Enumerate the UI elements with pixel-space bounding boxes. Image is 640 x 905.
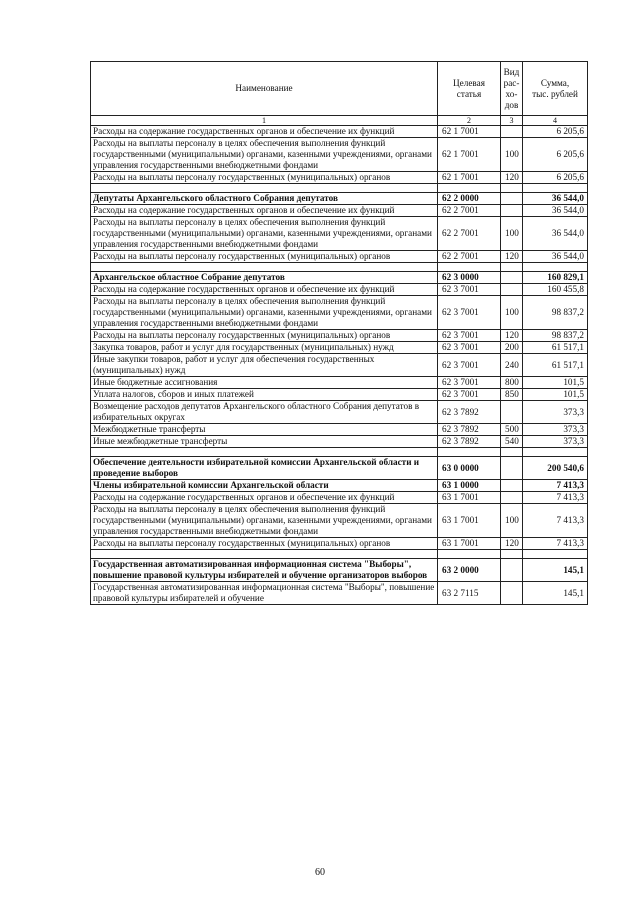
empty-cell xyxy=(438,184,501,193)
table-row xyxy=(91,401,588,424)
sum-cell: 373,3 xyxy=(523,424,588,436)
target-article-cell: 62 3 7892 xyxy=(438,401,501,424)
name-cell: Расходы на содержание государственных органов и обеспечение их функций xyxy=(91,126,438,138)
target-article-cell: 62 2 7001 xyxy=(438,251,501,263)
name-cell: Расходы на выплаты персоналу в целях обеспечения выполнения функций государственными (муниципальными) органами, казенными учреждениями, органами управления государственными внебюджетными фондами xyxy=(91,504,438,538)
target-article-cell: 62 1 7001 xyxy=(438,138,501,172)
target-article-cell: 63 1 7001 xyxy=(438,538,501,550)
expense-kind-cell xyxy=(501,492,523,504)
empty-cell xyxy=(438,448,501,457)
sum-cell: 200 540,6 xyxy=(523,457,588,480)
empty-cell xyxy=(438,550,501,559)
name-cell: Расходы на выплаты персоналу в целях обеспечения выполнения функций государственными (муниципальными) органами, казенными учреждениями, органами управления государственными внебюджетными фондами xyxy=(91,138,438,172)
table-row xyxy=(91,377,588,389)
target-article-cell: 62 3 7001 xyxy=(438,330,501,342)
sum-cell: 98 837,2 xyxy=(523,330,588,342)
sum-cell: 36 544,0 xyxy=(523,251,588,263)
empty-cell xyxy=(523,184,588,193)
name-cell: Расходы на выплаты персоналу государственных (муниципальных) органов xyxy=(91,538,438,550)
sum-cell: 36 544,0 xyxy=(523,217,588,251)
table-body xyxy=(91,126,588,605)
expense-kind-cell: 850 xyxy=(501,389,523,401)
spacer-row xyxy=(91,550,588,559)
name-cell: Обеспечение деятельности избирательной комиссии Архангельской области и проведение выборов xyxy=(91,457,438,480)
column-numbering-row xyxy=(91,116,588,126)
expense-kind-cell: 120 xyxy=(501,172,523,184)
section-row xyxy=(91,272,588,284)
section-row xyxy=(91,559,588,582)
name-cell: Иные бюджетные ассигнования xyxy=(91,377,438,389)
header-sum: Сумма, тыс. рублей xyxy=(523,62,588,116)
target-article-cell: 62 3 7892 xyxy=(438,424,501,436)
column-number: 3 xyxy=(501,116,523,126)
table-row xyxy=(91,504,588,538)
table-row xyxy=(91,138,588,172)
empty-cell xyxy=(523,448,588,457)
name-cell: Иные межбюджетные трансферты xyxy=(91,436,438,448)
expense-kind-cell: 500 xyxy=(501,424,523,436)
name-cell: Архангельское областное Собрание депутатов xyxy=(91,272,438,284)
target-article-cell: 63 1 7001 xyxy=(438,492,501,504)
section-row xyxy=(91,457,588,480)
table-row xyxy=(91,330,588,342)
expense-kind-cell: 800 xyxy=(501,377,523,389)
name-cell: Расходы на содержание государственных органов и обеспечение их функций xyxy=(91,492,438,504)
target-article-cell: 62 3 7001 xyxy=(438,296,501,330)
sum-cell: 373,3 xyxy=(523,436,588,448)
name-cell: Члены избирательной комиссии Архангельской области xyxy=(91,480,438,492)
empty-cell xyxy=(501,448,523,457)
table-row xyxy=(91,251,588,263)
target-article-cell: 62 3 7001 xyxy=(438,342,501,354)
expense-kind-cell xyxy=(501,457,523,480)
expense-kind-cell xyxy=(501,193,523,205)
name-cell: Расходы на выплаты персоналу государственных (муниципальных) органов xyxy=(91,251,438,263)
table-row xyxy=(91,538,588,550)
name-cell: Расходы на выплаты персоналу государственных (муниципальных) органов xyxy=(91,330,438,342)
sum-cell: 6 205,6 xyxy=(523,172,588,184)
empty-cell xyxy=(91,184,438,193)
sum-cell: 6 205,6 xyxy=(523,138,588,172)
name-cell: Уплата налогов, сборов и иных платежей xyxy=(91,389,438,401)
expense-kind-cell xyxy=(501,582,523,605)
target-article-cell: 62 1 7001 xyxy=(438,126,501,138)
sum-cell: 36 544,0 xyxy=(523,193,588,205)
section-row xyxy=(91,480,588,492)
sum-cell: 101,5 xyxy=(523,377,588,389)
budget-table-container xyxy=(90,61,587,605)
empty-cell xyxy=(438,263,501,272)
sum-cell: 145,1 xyxy=(523,559,588,582)
expense-kind-cell: 240 xyxy=(501,354,523,377)
target-article-cell: 62 2 0000 xyxy=(438,193,501,205)
name-cell: Расходы на содержание государственных органов и обеспечение их функций xyxy=(91,205,438,217)
empty-cell xyxy=(501,263,523,272)
column-number: 2 xyxy=(438,116,501,126)
section-row xyxy=(91,193,588,205)
empty-cell xyxy=(91,448,438,457)
empty-cell xyxy=(523,263,588,272)
name-cell: Государственная автоматизированная информационная система "Выборы", повышение правовой культуры избирателей и обучение xyxy=(91,582,438,605)
sum-cell: 36 544,0 xyxy=(523,205,588,217)
table-row xyxy=(91,436,588,448)
target-article-cell: 63 1 0000 xyxy=(438,480,501,492)
sum-cell: 7 413,3 xyxy=(523,504,588,538)
header-target-article: Целевая статья xyxy=(438,62,501,116)
sum-cell: 160 455,8 xyxy=(523,284,588,296)
budget-table xyxy=(90,61,588,605)
expense-kind-cell xyxy=(501,126,523,138)
expense-kind-cell: 100 xyxy=(501,504,523,538)
table-row xyxy=(91,296,588,330)
empty-cell xyxy=(523,550,588,559)
name-cell: Депутаты Архангельского областного Собрания депутатов xyxy=(91,193,438,205)
expense-kind-cell xyxy=(501,401,523,424)
table-row xyxy=(91,582,588,605)
expense-kind-cell: 200 xyxy=(501,342,523,354)
sum-cell: 98 837,2 xyxy=(523,296,588,330)
target-article-cell: 62 3 7892 xyxy=(438,436,501,448)
name-cell: Расходы на выплаты персоналу в целях обеспечения выполнения функций государственными (муниципальными) органами, казенными учреждениями, органами управления государственными внебюджетными фондами xyxy=(91,217,438,251)
sum-cell: 6 205,6 xyxy=(523,126,588,138)
target-article-cell: 62 3 0000 xyxy=(438,272,501,284)
sum-cell: 61 517,1 xyxy=(523,354,588,377)
name-cell: Расходы на выплаты персоналу государственных (муниципальных) органов xyxy=(91,172,438,184)
sum-cell: 145,1 xyxy=(523,582,588,605)
name-cell: Расходы на выплаты персоналу в целях обеспечения выполнения функций государственными (муниципальными) органами, казенными учреждениями, органами управления государственными внебюджетными фондами xyxy=(91,296,438,330)
name-cell: Межбюджетные трансферты xyxy=(91,424,438,436)
table-header xyxy=(91,62,588,126)
target-article-cell: 62 2 7001 xyxy=(438,217,501,251)
empty-cell xyxy=(501,184,523,193)
table-row xyxy=(91,424,588,436)
table-row xyxy=(91,354,588,377)
expense-kind-cell: 100 xyxy=(501,296,523,330)
page-number: 60 xyxy=(315,867,325,878)
expense-kind-cell xyxy=(501,480,523,492)
column-number: 1 xyxy=(91,116,438,126)
sum-cell: 7 413,3 xyxy=(523,492,588,504)
empty-cell xyxy=(501,550,523,559)
spacer-row xyxy=(91,184,588,193)
header-name: Наименование xyxy=(91,62,438,116)
target-article-cell: 62 2 7001 xyxy=(438,205,501,217)
target-article-cell: 63 1 7001 xyxy=(438,504,501,538)
sum-cell: 101,5 xyxy=(523,389,588,401)
table-row xyxy=(91,205,588,217)
expense-kind-cell: 100 xyxy=(501,217,523,251)
expense-kind-cell xyxy=(501,205,523,217)
expense-kind-cell: 100 xyxy=(501,138,523,172)
sum-cell: 61 517,1 xyxy=(523,342,588,354)
empty-cell xyxy=(91,263,438,272)
sum-cell: 373,3 xyxy=(523,401,588,424)
expense-kind-cell xyxy=(501,559,523,582)
target-article-cell: 63 2 7115 xyxy=(438,582,501,605)
target-article-cell: 62 3 7001 xyxy=(438,377,501,389)
name-cell: Иные закупки товаров, работ и услуг для обеспечения государственных (муниципальных) нужд xyxy=(91,354,438,377)
spacer-row xyxy=(91,448,588,457)
target-article-cell: 62 3 7001 xyxy=(438,354,501,377)
target-article-cell: 63 0 0000 xyxy=(438,457,501,480)
spacer-row xyxy=(91,263,588,272)
name-cell: Закупка товаров, работ и услуг для государственных (муниципальных) нужд xyxy=(91,342,438,354)
expense-kind-cell: 120 xyxy=(501,251,523,263)
target-article-cell: 62 1 7001 xyxy=(438,172,501,184)
expense-kind-cell: 540 xyxy=(501,436,523,448)
table-row xyxy=(91,284,588,296)
sum-cell: 7 413,3 xyxy=(523,480,588,492)
table-row xyxy=(91,342,588,354)
expense-kind-cell xyxy=(501,272,523,284)
name-cell: Возмещение расходов депутатов Архангельского областного Собрания депутатов в избирательных округах xyxy=(91,401,438,424)
target-article-cell: 62 3 7001 xyxy=(438,284,501,296)
empty-cell xyxy=(91,550,438,559)
expense-kind-cell: 120 xyxy=(501,538,523,550)
sum-cell: 7 413,3 xyxy=(523,538,588,550)
name-cell: Государственная автоматизированная информационная система "Выборы", повышение правовой культуры избирателей и обучение организаторов выборов xyxy=(91,559,438,582)
expense-kind-cell xyxy=(501,284,523,296)
name-cell: Расходы на содержание государственных органов и обеспечение их функций xyxy=(91,284,438,296)
target-article-cell: 62 3 7001 xyxy=(438,389,501,401)
column-number: 4 xyxy=(523,116,588,126)
table-row xyxy=(91,492,588,504)
header-expense-kind: Вид рас- хо- дов xyxy=(501,62,523,116)
sum-cell: 160 829,1 xyxy=(523,272,588,284)
table-row xyxy=(91,126,588,138)
target-article-cell: 63 2 0000 xyxy=(438,559,501,582)
table-row xyxy=(91,389,588,401)
expense-kind-cell: 120 xyxy=(501,330,523,342)
table-row xyxy=(91,217,588,251)
table-row xyxy=(91,172,588,184)
